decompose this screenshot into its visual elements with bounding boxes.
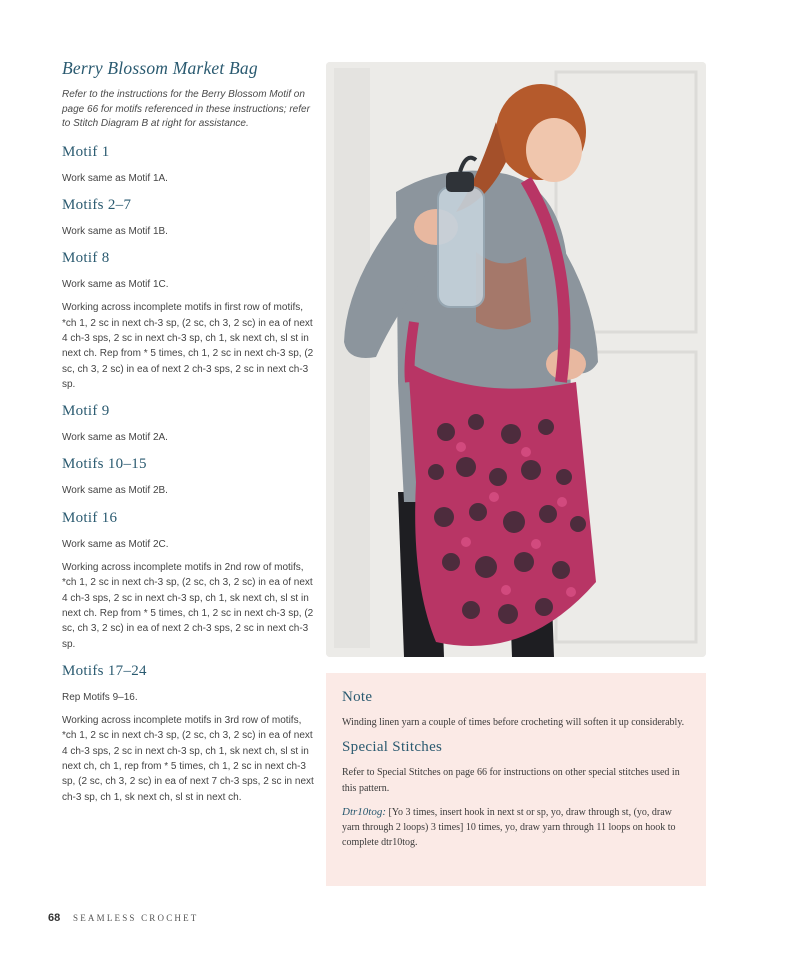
motif-heading: Motifs 2–7: [62, 196, 132, 213]
motif-text: Working across incomplete motifs in 2nd row of motifs, *ch 1, 2 sc in next ch-3 sp, (2 sc, ch 3, 2 sc) in ea of next 4 ch-3 sps, 2 sc in next ch-3 sp, ch 1, sk next ch, sl st in next ch. Rep from * 5 times, ch 1, 2 sc in next ch-3 sp, (2 sc, ch 3, 2 sc) in ea of next 2 ch-3 sps, 2 sc in next ch-3 sp.: [62, 562, 314, 650]
motif-text: Work same as Motif 1B.: [62, 225, 168, 237]
instructions-column: [62, 58, 316, 816]
water-bottle: [438, 187, 484, 307]
motif-section: [62, 403, 316, 445]
motif-heading: Motifs 10–15: [62, 456, 147, 473]
motif-text: Work same as Motif 1A.: [62, 172, 168, 184]
motif-heading: Motif 1: [62, 143, 110, 160]
pattern-intro: Refer to the instructions for the Berry Blossom Motif on page 66 for motifs referenced in these instructions; refer to Stitch Diagram B at right for assistance.: [62, 89, 310, 129]
special-stitches-text: Refer to Special Stitches on page 66 for instructions on other special stitches used in this pattern.: [342, 767, 680, 794]
model-photo: [326, 62, 706, 657]
motif-section: [62, 144, 316, 186]
special-stitches-heading: Special Stitches: [342, 739, 443, 756]
note-text: Winding linen yarn a couple of times before crocheting will soften it up considerably.: [342, 717, 685, 728]
motif-text: Working across incomplete motifs in first row of motifs, *ch 1, 2 sc in next ch-3 sp, (2 sc, ch 3, 2 sc) in ea of next 4 ch-3 sps, 2 sc in next ch-3 sp, ch 1, sk next ch, sl st in next ch. Rep from * 5 times, ch 1, 2 sc in next ch-3 sp, (2 sc, ch 3, 2 sc) in ea of next 2 ch-3 sps, 2 sc in next ch-3 sp.: [62, 302, 314, 390]
motif-text: Work same as Motif 2C.: [62, 538, 169, 550]
pattern-title: Berry Blossom Market Bag: [62, 58, 258, 78]
stitch-term: Dtr10tog:: [342, 805, 386, 818]
motif-section: [62, 250, 316, 392]
crochet-bag: [408, 362, 596, 646]
motif-section: [62, 456, 316, 498]
motif-section: [62, 197, 316, 239]
note-box: [326, 673, 706, 886]
book-title: SEAMLESS CROCHET: [73, 913, 199, 923]
bottle-cap: [446, 172, 474, 192]
motif-heading: Motif 16: [62, 509, 118, 526]
motif-text: Work same as Motif 2A.: [62, 432, 168, 444]
stitch-definition: [Yo 3 times, insert hook in next st or sp, yo, draw through st, (yo, draw yarn through 2 loops) 3 times] 10 times, yo, draw yarn through 11 loops on hook to complete dtr10tog.: [342, 806, 676, 849]
page-footer: [48, 912, 199, 924]
motif-text: Working across incomplete motifs in 3rd row of motifs, *ch 1, 2 sc in next ch-3 sp, (2 sc, ch 3, 2 sc) in ea of next 4 ch-3 sps, 2 sc in next ch-3 sp, ch 1, sk next ch, sl st in next ch, ch 1, rep from * 5 times, ch 1, 2 sc in next ch-3 sp, (2 sc, ch 3, 2 sc) in ea of next 7 ch-3 sps, 2 sc in next ch-3 sp, ch 1, sk next ch, sl st in next ch.: [62, 715, 314, 803]
model-face: [526, 118, 582, 182]
motif-heading: Motif 8: [62, 250, 110, 267]
motif-heading: Motifs 17–24: [62, 662, 147, 679]
note-heading: Note: [342, 689, 373, 705]
motif-section: [62, 663, 316, 805]
motif-heading: Motif 9: [62, 403, 110, 420]
page-number: 68: [48, 912, 61, 924]
motif-text: Rep Motifs 9–16.: [62, 691, 138, 703]
wall-molding: [334, 68, 370, 648]
motif-text: Work same as Motif 1C.: [62, 279, 169, 291]
motif-section: [62, 510, 316, 652]
dtr10tog-definition: [342, 805, 690, 851]
motif-text: Work same as Motif 2B.: [62, 485, 168, 497]
photo-illustration: [326, 62, 706, 657]
